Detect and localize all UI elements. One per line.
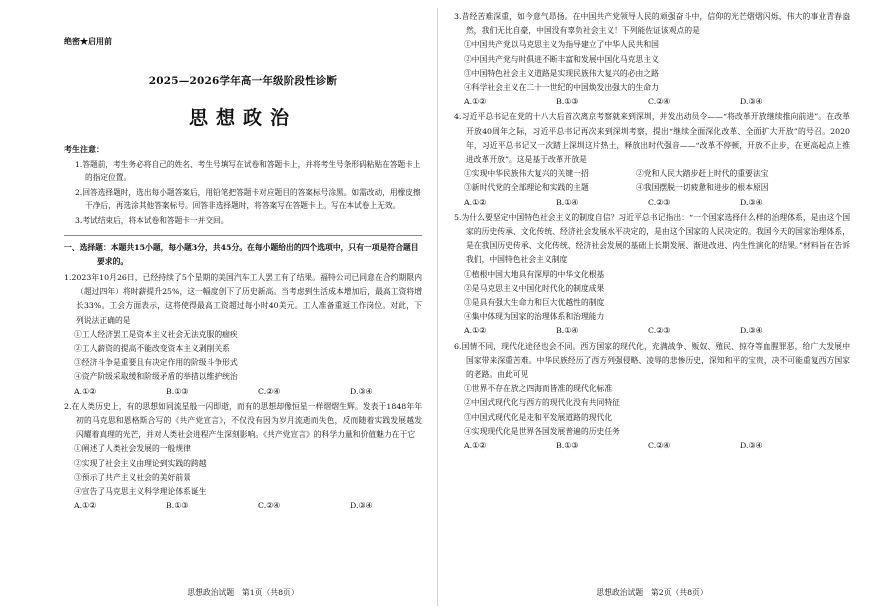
- option-4: ④资产阶级采取缓和阶级矛盾的举措以维护统治: [74, 372, 238, 382]
- page-2: [438, 0, 870, 615]
- choice-b: B.①④: [556, 326, 579, 336]
- option-2: ②中国式现代化与西方的现代化没有共同特征: [464, 398, 620, 408]
- choice-d: D.③④: [350, 501, 373, 511]
- choice-a: A.①②: [74, 386, 97, 396]
- option-2: ②党和人民大踏步赶上时代的重要法宝: [636, 169, 769, 179]
- question-stem: 5.为什么要坚定中国特色社会主义的制度自信？习近平总书记指出：“一个国家选择什么样的治理体系，是由这个国家的历史传承、文化传统、经济社会发展水平决定的，是由这个国家的人民决定的。我国今天的国家治理体系，是在我国历史传承、文化传统、经济社会发展的基础上长期发展、渐进改进、内生性演化的结果。”材料旨在告诉我们，中国特色社会主义制度: [454, 212, 850, 265]
- choice-b: B.①③: [166, 386, 189, 396]
- exam-title: 2025—2026学年高一年级阶段性诊断: [148, 75, 338, 87]
- choice-c: C.②④: [648, 97, 671, 107]
- option-2: ②中国共产党与时俱进不断丰富和发展中国化马克思主义: [464, 54, 659, 64]
- option-2: ②工人薪资的提高不能改变资本主义剥削关系: [74, 344, 230, 354]
- choice-a: A.①②: [464, 197, 487, 207]
- notice-item-1: 1.答题前，考生务必将自己的姓名、考生号填写在试卷和答题卡上，并将考生号条形码粘贴在答题卡上的指定位置。: [75, 160, 421, 182]
- confidential-mark: 绝密★启用前: [64, 36, 112, 46]
- choice-c: C.②④: [258, 386, 281, 396]
- divider-line: [64, 235, 422, 236]
- option-3: ③是具有强大生命力和巨大优越性的制度: [464, 298, 605, 308]
- choice-b: B.①④: [556, 197, 579, 207]
- question-stem: 4.习近平总书记在党的十八大后首次离京考察就来到深圳，并发出动员令——“将改革开放继续推向前进”。在改革开放40周年之际，习近平总书记再次来到深圳考察，提出“继续全面深化改革、全面扩大开放”的号召。2020年，习近平总书记又一次踏上深圳这片热土，释放出时代强音——“改革不停顿，开放不止步，在更高起点上推进改革开放”。这是基于改革开放是: [454, 112, 850, 165]
- choice-c: C.②③: [648, 326, 671, 336]
- option-3: ③预示了共产主义社会的美好前景: [74, 472, 191, 482]
- choice-a: A.①②: [464, 441, 487, 451]
- question-6: [454, 340, 850, 454]
- choice-a: A.①②: [464, 326, 487, 336]
- question-5: [454, 211, 850, 339]
- answer-choices: [454, 196, 850, 210]
- choice-c: C.②④: [258, 501, 281, 511]
- question-2: [64, 400, 422, 514]
- option-3: ③中国式现代化是走和平发展道路的现代化: [464, 412, 613, 422]
- option-1: ①阐述了人类社会发展的一般规律: [74, 444, 191, 454]
- notice-title: 考生注意：: [64, 144, 104, 154]
- option-4: ④我国摆脱一切疲惫和进步的根本原因: [636, 183, 769, 193]
- question-stem: 1.2023年10月26日，已经持续了5个星期的美国汽车工人罢工有了结果。福特公司已同意在合约期限内（超过四年）将时薪提升25%，这一幅度创下了历史新高。当考虑到生活成本增加后，最高工资将增长33%。工会方面表示，这将使得最高工资超过每小时40美元。工人准备重返工作岗位。对此，下列说法正确的是: [64, 273, 422, 325]
- choice-a: A.①②: [74, 501, 97, 511]
- answer-choices: [64, 499, 422, 513]
- option-1: ①工人经济罢工是资本主义社会无法克服的痼疾: [74, 329, 238, 339]
- question-stem: 6.国情不同，现代化途径也会不同。西方国家的现代化，充满战争、贩奴、殖民、掠夺等血腥罪恶，给广大发展中国家带来深重苦难。中华民族经历了西方列强侵略、凌辱的悲惨历史，深知和平的宝贵，决不可能重复西方国家的老路。由此可见: [454, 341, 850, 380]
- section-heading: 一、选择题：本题共15小题，每小题3分，共45分。在每小题给出的四个选项中，只有一项是符合题目要求的。: [64, 243, 419, 266]
- question-stem: 3.昔经苦难深重，如今意气昂扬。在中国共产党领导人民的顽强奋斗中，信仰的光芒熠熠闪烁，伟大的事业青春盎然，我们无比自豪，中国没有辜负社会主义！下列能佐证该观点的是: [454, 12, 850, 36]
- question-1: [64, 271, 422, 399]
- choice-c: C.②④: [648, 441, 671, 451]
- page-footer: 思想政治试题 第1页（共8页）: [187, 588, 299, 597]
- choice-d: D.③④: [740, 97, 763, 107]
- option-1: ①世界不存在放之四海而皆准的现代化标准: [464, 384, 613, 394]
- option-1: ①实现中华民族伟大复兴的关键一招: [464, 169, 589, 179]
- option-4: ④宣告了马克思主义科学理论体系诞生: [74, 487, 207, 497]
- option-4: ④集中体现为国家的治理体系和治理能力: [464, 312, 605, 322]
- question-4: [454, 110, 850, 209]
- answer-choices: [454, 324, 850, 338]
- answer-choices: [454, 439, 850, 453]
- choice-b: B.①③: [556, 441, 579, 451]
- option-3: ③中国特色社会主义道路是实现民族伟大复兴的必由之路: [464, 68, 659, 78]
- option-3: ③经济斗争是重要且有决定作用的阶级斗争形式: [74, 358, 238, 368]
- exam-notice: [64, 144, 422, 227]
- notice-item-3: 3.考试结束后，将本试卷和答题卡一并交回。: [75, 216, 229, 225]
- option-1: ①中国共产党以马克思主义为指导建立了中华人民共和国: [464, 40, 659, 50]
- answer-choices: [64, 385, 422, 399]
- option-4: ④实现现代化是世界各国发展普遍的历史任务: [464, 426, 620, 436]
- option-2: ②是马克思主义中国化时代化的制度成果: [464, 283, 605, 293]
- question-stem: 2.在人类历史上，有的思想如同流星般一闪即逝，而有的思想却像恒星一样熠熠生辉。发表于1848年年初的马克思和恩格斯合写的《共产党宣言》，不仅没有因为岁月流逝而失色，反而随着实践发展越发闪耀着真理的光芒，并对人类社会进程产生深刻影响。《共产党宣言》的科学力量和价值魅力在于它: [64, 401, 422, 440]
- option-2: ②实现了社会主义由理论到实践的跨越: [74, 458, 207, 468]
- page-footer: 思想政治试题 第2页（共8页）: [596, 588, 708, 597]
- subject-title: 思想政治: [188, 107, 297, 129]
- choice-c: C.②③: [648, 197, 671, 207]
- answer-choices: [454, 95, 850, 109]
- option-4: ④科学社会主义在二十一世纪的中国焕发出强大的生命力: [464, 83, 659, 93]
- choice-a: A.①②: [464, 97, 487, 107]
- choice-d: D.③④: [740, 441, 763, 451]
- choice-b: B.①③: [166, 501, 189, 511]
- choice-d: D.③④: [740, 326, 763, 336]
- option-1: ①植根中国大地具有深厚的中华文化根基: [464, 269, 605, 279]
- question-3: [454, 10, 850, 109]
- choice-b: B.①③: [556, 97, 579, 107]
- option-3: ③新时代党的全部理论和实践的主题: [464, 183, 589, 193]
- notice-item-2: 2.回答选择题时，选出每小题答案后，用铅笔把答题卡对应题目的答案标号涂黑。如需改动，用橡皮擦干净后，再选涂其他答案标号。回答非选择题时，将答案写在答题卡上。写在本试卷上无效。: [75, 188, 421, 210]
- choice-d: D.③④: [740, 197, 763, 207]
- option-grid: [454, 167, 850, 195]
- choice-d: D.③④: [350, 386, 373, 396]
